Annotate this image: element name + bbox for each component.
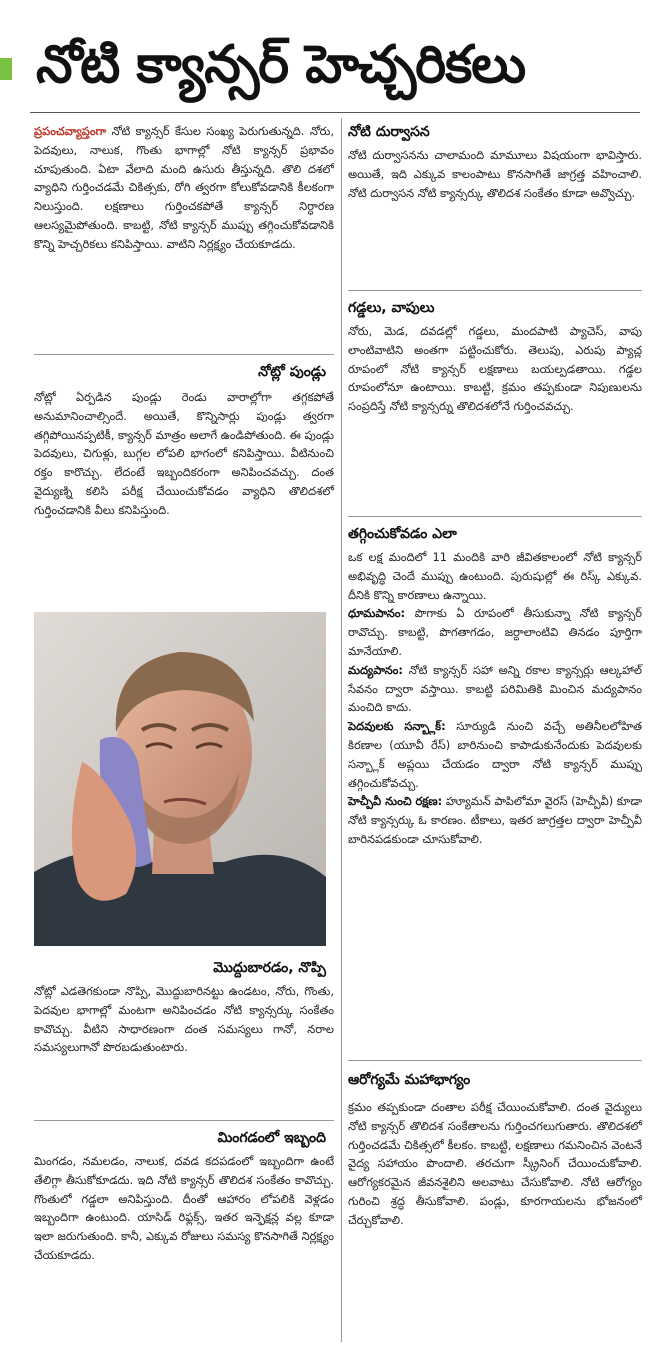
section-divider [348, 516, 642, 517]
risk-item [348, 661, 642, 717]
risk-text: పొగాకు ఏ రూపంలో తీసుకున్నా నోటి క్యాన్సర్ రావొచ్చు. కాబట్టి, పొగతాగడం, జర్దాలాంటివి తినడం పూర్తిగా మానేయాలి. [348, 606, 642, 658]
health-section [348, 1070, 642, 1230]
risk-label: పెదవులకు సన్బ్లాక్: [348, 719, 446, 734]
risk-label: ధూమపానం: [348, 606, 406, 621]
health-heading: ఆరోగ్యమే మహాభాగ్యం [348, 1072, 471, 1088]
man-toothache-photo [34, 612, 326, 946]
numbness-text: నోట్లో ఎడతెగకుండా నొప్పి, మొద్దుబారినట్టు ఉండటం, నోరు, గొంతు, పెదవుల భాగాల్లో మంటగా అనిపించడం నోటి క్యాన్సర్కు సంకేతం కావొచ్చు. వీటిని సాధారణంగా దంత సమస్యలు గానో, నరాల సమస్యలుగానో పొరబడుతుంటారు. [34, 984, 334, 1055]
swallowing-section [34, 1128, 334, 1265]
section-divider [34, 1120, 334, 1121]
risk-item [348, 717, 642, 792]
risk-text: సూర్యుడి నుంచి వచ్చే అతినీలలోహిత కిరణాల (యూవీ రేస్) బారినుంచి కాపాడుకునేందుకు పెదవులకు సన్బ్లాక్ అప్లయి చేయడం ద్వారా నోటి క్యాన్సర్ ముప్పు తగ్గించుకోవచ్చు. [348, 719, 642, 790]
health-text: క్రమం తప్పకుండా దంతాల పరీక్ష చేయించుకోవాలి. దంత వైద్యులు నోటి క్యాన్సర్ తొలిదశ సంకేతాలను గుర్తించగలుగుతారు. తొలిదశలో గుర్తించడమే చికిత్సలో కీలకం. కాబట్టి, లక్షణాలు గమనించిన వెంటనే వైద్య సహాయం పొందాలి. తరచుగా స్క్రీనింగ్ చేయించుకోవాలి. ఆరోగ్యకరమైన జీవనశైలిని అలవాటు చేసుకోవాలి. నోటి ఆరోగ్యం గురించి శ్రద్ధ తీసుకోవాలి. పండ్లు, కూరగాయలను భోజనంలో చేర్చుకోవాలి. [348, 1100, 642, 1227]
breath-heading: నోటి దుర్వాసన [348, 124, 430, 140]
swallowing-heading: మింగడంలో ఇబ్బంది [217, 1130, 326, 1146]
intro-section [34, 122, 334, 254]
risk-text: నోటి క్యాన్సర్ సహా అన్ని రకాల క్యాన్సర్లు ఆల్కహాల్ సేవనం ద్వారా వస్తాయి. కాబట్టి పరిమితికి మించిన మద్యపానం మంచిది కాదు. [348, 662, 642, 715]
breath-text: నోటి దుర్వాసనను చాలామంది మామూలు విషయంగా భావిస్తారు. అయితే, ఇది ఎక్కువ కాలంపాటు కొనసాగితే జాగ్రత్త వహించాలి. నోటి దుర్వాసన నోటి క్యాన్సర్కు తొలిదశ సంకేతం కూడా అవ్వొచ్చు. [348, 148, 642, 200]
intro-lead: ప్రపంచవ్యాప్తంగా [34, 124, 107, 138]
intro-paragraph [34, 122, 334, 254]
title-rule [30, 112, 640, 113]
sores-text: నోట్లో ఏర్పడిన పుండ్లు రెండు వారాల్లోగా తగ్గకపోతే అనుమానించాల్సిందే. అయితే, కొన్నిసార్లు పుండ్లు త్వరగా తగ్గిపోయినప్పటికీ, క్యాన్సర్ మాత్రం అలాగే ఉండిపోతుంది. ఈ పుండ్లు పెదవులు, చిగుళ్లు, బుగ్గల లోపలి భాగంలో కనిపిస్తాయి. వీటినుంచి రక్తం కారొచ్చు. లేదంటే ఇబ్బందికరంగా అనిపించవచ్చు. దంత వైద్యుణ్ని కలిసి పరీక్ష చేయించుకోవడం వ్యాధిని తొలిదశలో గుర్తించడానికి వీలు కనిపిస్తుంది. [34, 390, 334, 517]
risk-label: మద్యపానం: [348, 662, 403, 677]
section-divider [348, 1060, 642, 1061]
reduce-heading: తగ్గించుకోవడం ఎలా [348, 526, 457, 542]
lumps-section [348, 298, 642, 416]
numbness-section [34, 958, 334, 1057]
risk-text: హ్యూమన్ పాపిలోమా వైరస్ (హెచ్పీవీ) కూడా నోటి క్యాన్సర్కు ఓ కారణం. టీకాలు, ఇతర జాగ్రత్తల ద్వారా హెచ్పీవీ బారినపడకుండా చూసుకోవాలి. [348, 794, 642, 846]
reduce-intro: ఒక లక్ష మందిలో 11 మందికి వారి జీవితకాలంలో నోటి క్యాన్సర్ అభివృద్ధి చెందే ముప్పు ఉంటుంది. పురుషుల్లో ఈ రిస్క్ ఎక్కువ. దీనికి కొన్ని కారణాలు ఉన్నాయి. [348, 550, 642, 602]
sores-heading: నోట్లో పుండ్లు [258, 364, 326, 380]
section-divider [34, 354, 334, 355]
risk-item [348, 792, 642, 848]
sores-section [34, 362, 334, 520]
intro-text: నోటి క్యాన్సర్ కేసుల సంఖ్య పెరుగుతున్నది. నోరు, పెదవులు, నాలుక, గొంతు భాగాల్లో నోటి క్యాన్సర్ ప్రభావం చూపుతుంది. ఏటా వేలాది మంది ఉసురు తీస్తున్నది. తొలి దశలో వ్యాధిని గుర్తించడమే చికిత్సకు, రోగి త్వరగా కోలుకోవడానికి కీలకంగా నిలుస్తుంది. లక్షణాలు గుర్తించకపోతే క్యాన్సర్ నిర్ధారణ ఆలస్యమైపోతుంది. కాబట్టి, నోటి క్యాన్సర్ ముప్పు తగ్గించుకోవడానికి కొన్ని హెచ్చరికలు కనిపిస్తాయి. వాటిని నిర్లక్ష్యం చేయకూడదు. [34, 124, 334, 251]
breath-section [348, 122, 642, 202]
column-divider [341, 118, 342, 1342]
lumps-text: నోరు, మెడ, దవడల్లో గడ్డలు, మందపాటి ప్యాచెస్, వాపు లాంటివాటిని అంతగా పట్టించుకోరు. తెలుపు, ఎరుపు ప్యాచ్ల రూపంలో నోటి క్యాన్సర్ లక్షణాలు బయల్పడతాయి. గడ్డల రూపంలోనూ ఉంటాయి. కాబట్టి, క్రమం తప్పకుండా నిపుణులను సంప్రదిస్తే నోటి క్యాన్సర్ను తొలిదశలోనే గుర్తించవచ్చు. [348, 324, 642, 414]
numbness-heading: మొద్దుబారడం, నొప్పి [213, 960, 326, 976]
article-title: నోటి క్యాన్సర్ హెచ్చరికలు [36, 35, 526, 95]
risk-label: హెచ్పీవీ నుంచి రక్షణ: [348, 794, 443, 809]
lumps-heading: గడ్డలు, వాపులు [348, 300, 435, 316]
risk-item [348, 604, 642, 660]
swallowing-text: మింగడం, నమలడం, నాలుక, దవడ కదపడంలో ఇబ్బందిగా ఉంటే తేలిగ్గా తీసుకోకూడదు. ఇది నోటి క్యాన్సర్ తొలిదశ సంకేతం కావొచ్చు. గొంతులో గడ్డలా అనిపిస్తుంది. దీంతో ఆహారం లోపలికి వెళ్లడం ఇబ్బందిగా ఉంటుంది. యాసిడ్ రిఫ్లక్స్, ఇతర ఇన్ఫెక్షన్ల వల్ల కూడా ఇలా జరుగుతుంది. కానీ, ఎక్కువ రోజులు సమస్య కొనసాగితే నిర్లక్ష్యం చేయకూడదు. [34, 1154, 334, 1262]
photo-illustration [34, 612, 326, 946]
section-marker [0, 58, 12, 80]
reduce-section [348, 524, 642, 849]
section-divider [348, 290, 642, 291]
